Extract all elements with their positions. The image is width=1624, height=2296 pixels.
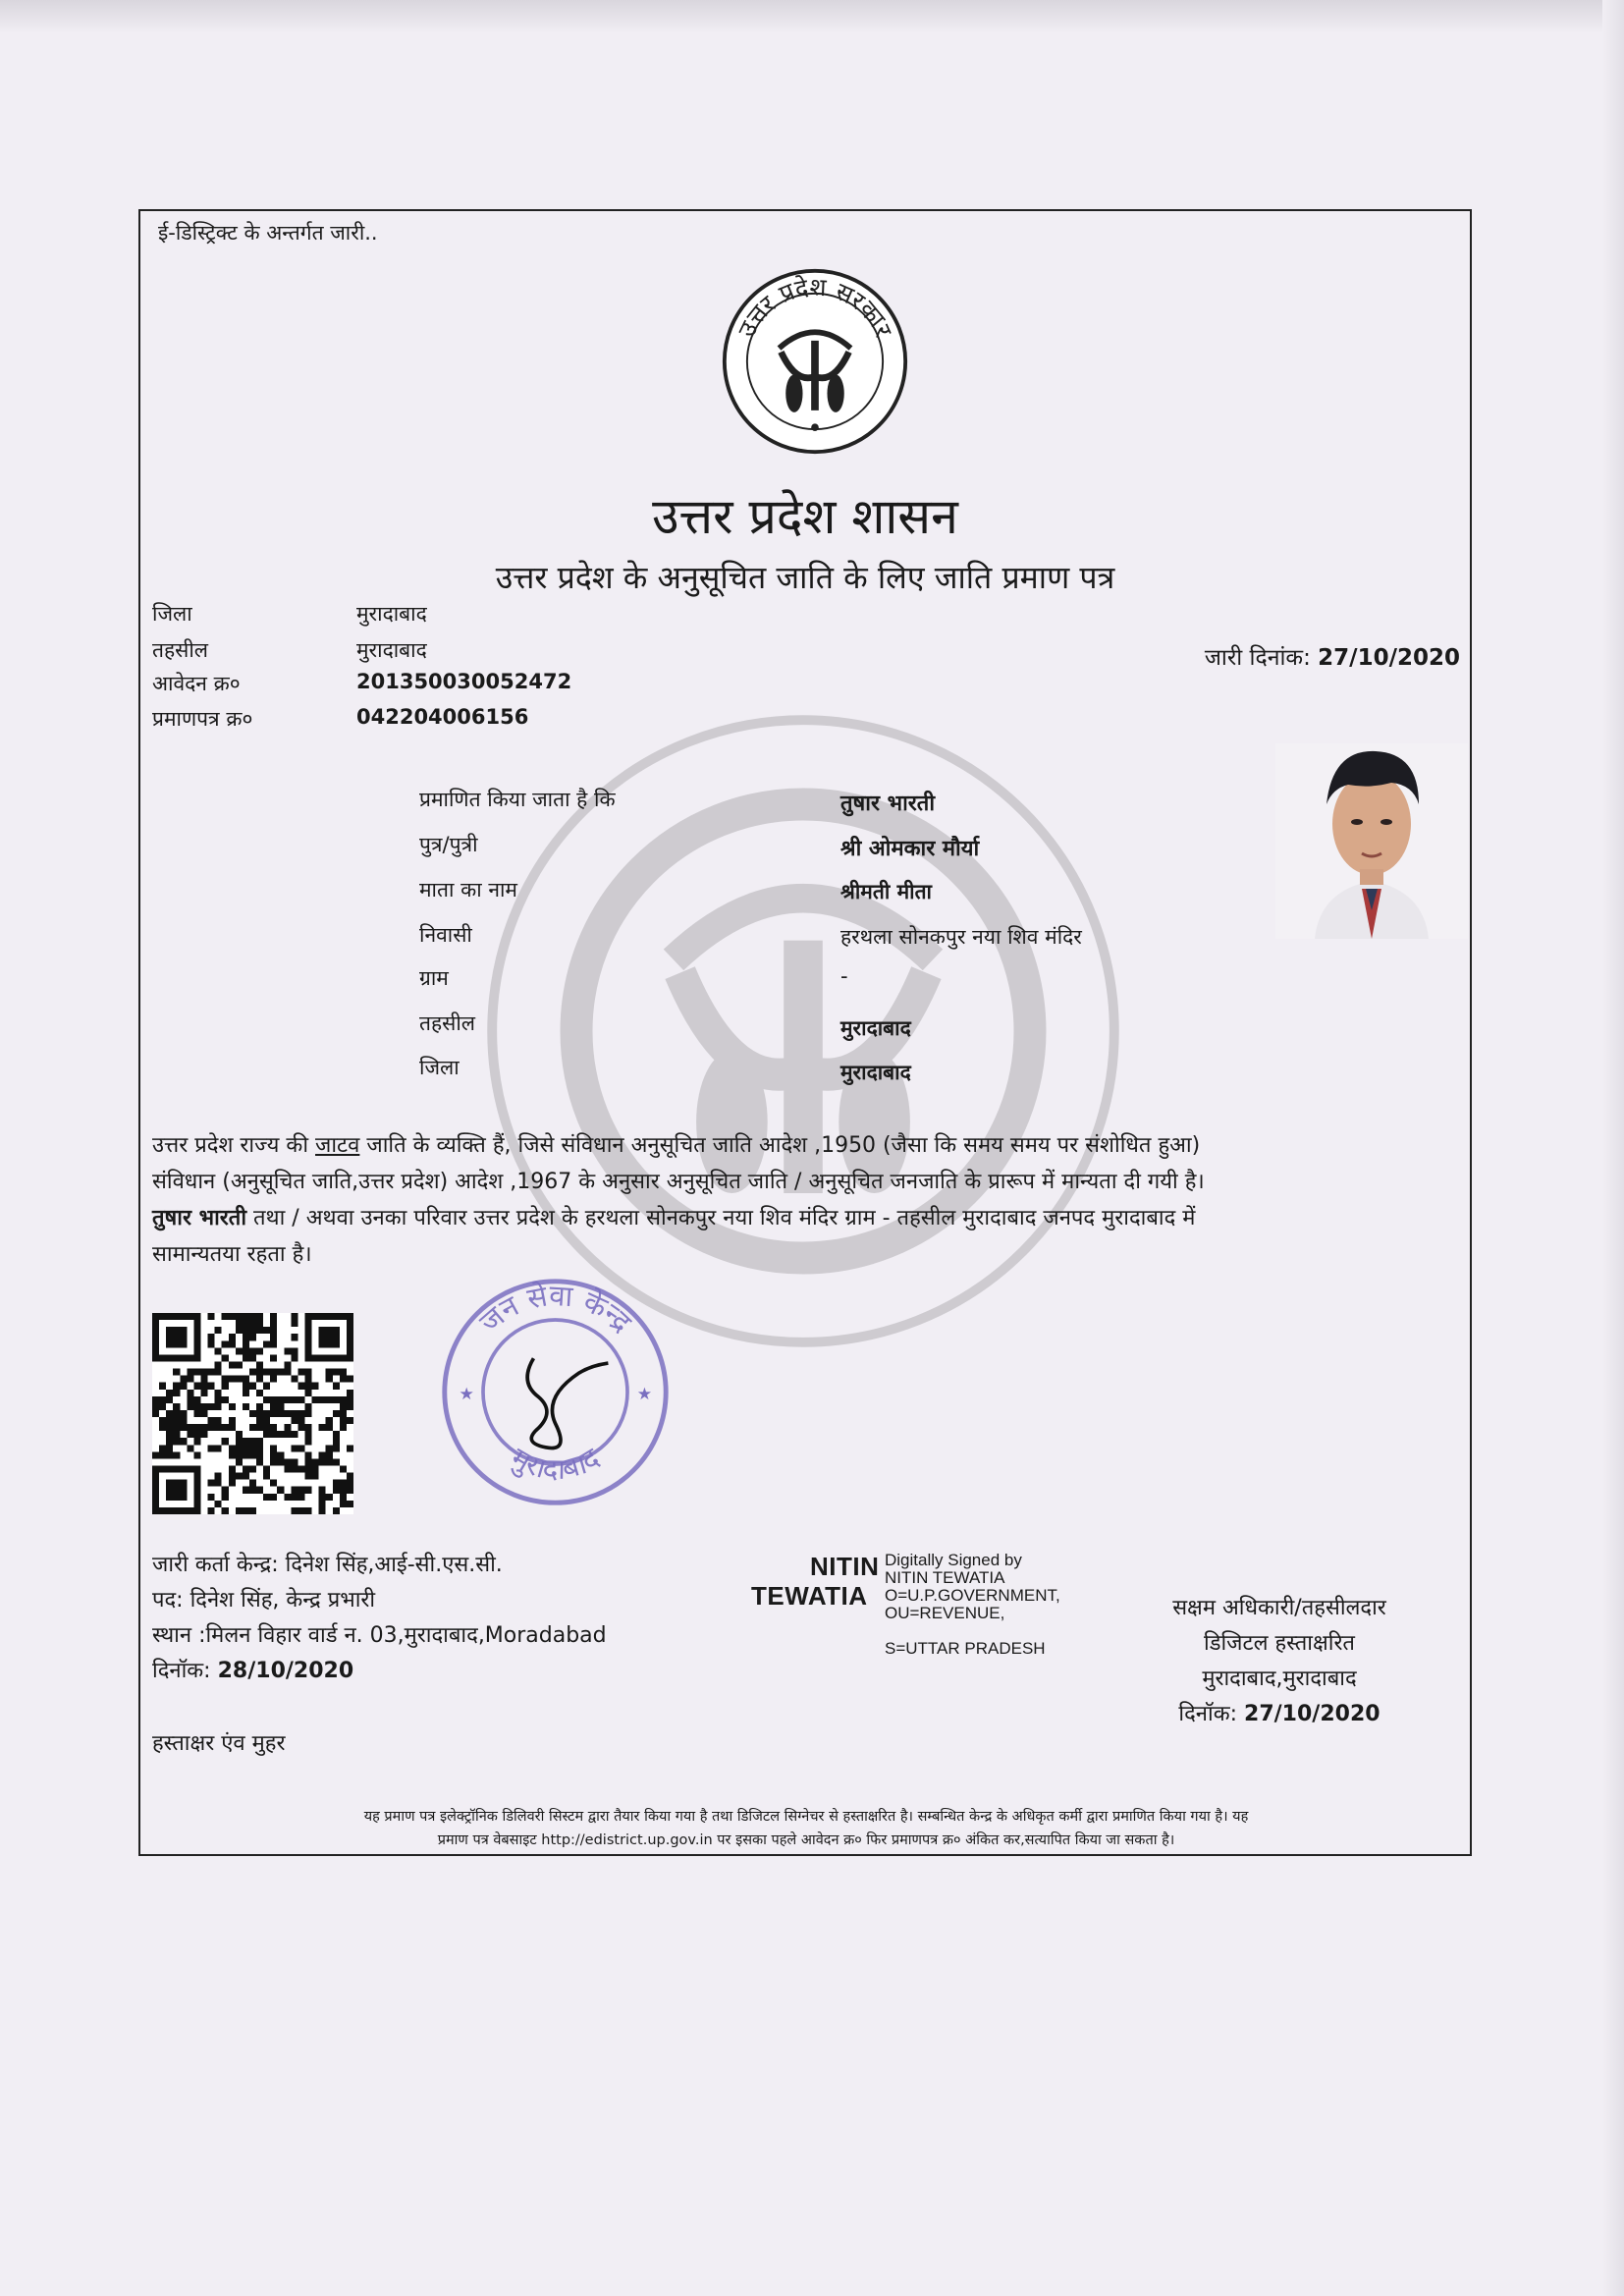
detail-district-value: मुरादाबाद <box>840 1061 911 1084</box>
svg-text:★: ★ <box>636 1384 653 1404</box>
signer-unit: OU=REVENUE, <box>885 1604 1005 1622</box>
authority-title: सक्षम अधिकारी/तहसीलदार <box>1172 1596 1386 1620</box>
mother-name-label: माता का नाम <box>419 878 517 902</box>
mother-name-value: श्रीमती मीता <box>840 880 932 903</box>
application-number-label: आवेदन क्र० <box>152 672 241 695</box>
tehsil-label: तहसील <box>152 638 208 662</box>
certificate-title: उत्तर प्रदेश के अनुसूचित जाति के लिए जाति प्रमाण पत्र <box>495 559 1115 596</box>
district-label: जिला <box>152 602 192 626</box>
seal-bottom-text: मुरादाबाद <box>505 1441 606 1486</box>
statement-line-4: सामान्यतया रहता है। <box>152 1242 312 1267</box>
village-label: ग्राम <box>419 966 449 990</box>
certificate-number-label: प्रमाणपत्र क्र० <box>152 707 253 731</box>
certified-label: प्रमाणित किया जाता है कि <box>419 788 616 811</box>
detail-district-label: जिला <box>419 1056 460 1079</box>
jan-seva-kendra-seal-stamp <box>435 1272 676 1512</box>
footer-line-1: यह प्रमाण पत्र इलेक्ट्रॉनिक डिलिवरी सिस्टम द्वारा तैयार किया गया है तथा डिजिटल सिग्नेचर से हस्ताक्षरित है। सम्बन्धित केन्द्र के अधिकृत कर्मी द्वारा प्रमाणित किया गया है। यह <box>363 1809 1249 1825</box>
issuer-place: स्थान :मिलन विहार वार्ड न. 03,मुरादाबाद,Moradabad <box>152 1623 607 1648</box>
signer-state: S=UTTAR PRADESH <box>885 1639 1046 1658</box>
district-value: मुरादाबाद <box>356 602 427 626</box>
authority-date-label: दिनॉक: <box>1178 1702 1238 1726</box>
village-value: - <box>840 964 848 988</box>
footer-line-2: प्रमाण पत्र वेबसाइट http://edistrict.up.gov.in पर इसका पहले आवेदन क्र० फिर प्रमाणपत्र क्र० अंकित कर,सत्यापित किया जा सकता है। <box>437 1832 1175 1848</box>
up-government-emblem-icon <box>721 267 909 456</box>
detail-tehsil-label: तहसील <box>419 1011 475 1035</box>
issuing-center: जारी कर्ता केन्द्र: दिनेश सिंह,आई-सी.एस.सी. <box>152 1553 503 1577</box>
government-title: उत्तर प्रदेश शासन <box>652 488 958 545</box>
issue-date-label: जारी दिनांक: <box>1204 645 1311 671</box>
application-number-value: 201350030052472 <box>356 670 572 693</box>
seal-top-text: जन सेवा केन्द्र <box>472 1278 638 1339</box>
authority-date-value: 27/10/2020 <box>1244 1702 1380 1726</box>
signer-name-line-2: TEWATIA <box>751 1581 868 1611</box>
detail-tehsil-value: मुरादाबाद <box>840 1016 911 1040</box>
issue-date <box>1205 640 1460 672</box>
statement-line-3: तथा / अथवा उनका परिवार उत्तर प्रदेश के हरथला सोनकपुर नया शिव मंदिर ग्राम - तहसील मुरादाबाद जनपद मुरादाबाद में <box>253 1206 1196 1230</box>
signer-name-small: NITIN TEWATIA <box>885 1568 1005 1587</box>
digital-signature-block <box>751 1551 1060 1660</box>
verification-qr-code[interactable] <box>152 1313 353 1514</box>
issuer-date-value: 28/10/2020 <box>217 1659 354 1683</box>
scan-right-edge <box>1602 0 1624 2296</box>
statement-part-2: जाति के व्यक्ति हैं, जिसे संविधान अनुसूचित जाति आदेश ,1950 (जैसा कि समय समय पर संशोधित हुआ) <box>366 1133 1201 1158</box>
caste-statement <box>152 1127 1463 1273</box>
svg-text:★: ★ <box>459 1384 474 1404</box>
issue-date-value: 27/10/2020 <box>1318 645 1460 671</box>
certificate-number-value: 042204006156 <box>356 705 529 729</box>
authority-digital-signed: डिजिटल हस्ताक्षरित <box>1204 1631 1355 1656</box>
caste-name: जाटव <box>315 1133 360 1158</box>
svg-text:जन सेवा केन्द्र <box>473 1279 638 1339</box>
signer-organization: O=U.P.GOVERNMENT, <box>885 1586 1060 1605</box>
authority-place: मुरादाबाद,मुरादाबाद <box>1202 1667 1357 1691</box>
holder-photo <box>1275 743 1468 939</box>
verification-footer-note <box>150 1805 1462 1852</box>
holder-name: तुषार भारती <box>840 792 936 816</box>
issuer-date-label: दिनॉक: <box>152 1659 211 1683</box>
certificate-frame <box>138 209 1472 1856</box>
resident-label: निवासी <box>419 923 472 947</box>
statement-line-2: संविधान (अनुसूचित जाति,उत्तर प्रदेश) आदेश ,1967 के अनुसार अनुसूचित जाति / अनुसूचित जनजाति के प्रारूप में मान्यता दी गयी है। <box>152 1170 1205 1194</box>
resident-value: हरथला सोनकपुर नया शिव मंदिर <box>840 925 1082 949</box>
statement-part-1: उत्तर प्रदेश राज्य की <box>152 1133 309 1158</box>
signer-name-line-1: NITIN <box>810 1552 880 1581</box>
parent-label: पुत्र/पुत्री <box>419 833 478 856</box>
parent-value: श्री ओमकार मौर्या <box>840 837 980 861</box>
portrait-image <box>1275 743 1468 939</box>
scan-top-edge <box>0 0 1624 33</box>
issuer-post: पद: दिनेश सिंह, केन्द्र प्रभारी <box>152 1588 376 1613</box>
issued-under-text: ई-डिस्ट्रिक्ट के अन्तर्गत जारी.. <box>158 221 378 245</box>
issuer-date <box>152 1655 353 1684</box>
authority-date <box>1112 1698 1446 1727</box>
emblem-arc-text: उत्तर प्रदेश सरकार <box>731 272 898 342</box>
digitally-signed-by: Digitally Signed by <box>885 1551 1022 1569</box>
tehsil-value: मुरादाबाद <box>356 638 427 662</box>
statement-holder-name: तुषार भारती <box>152 1206 247 1230</box>
signature-and-seal-label: हस्ताक्षर एंव मुहर <box>152 1731 286 1756</box>
